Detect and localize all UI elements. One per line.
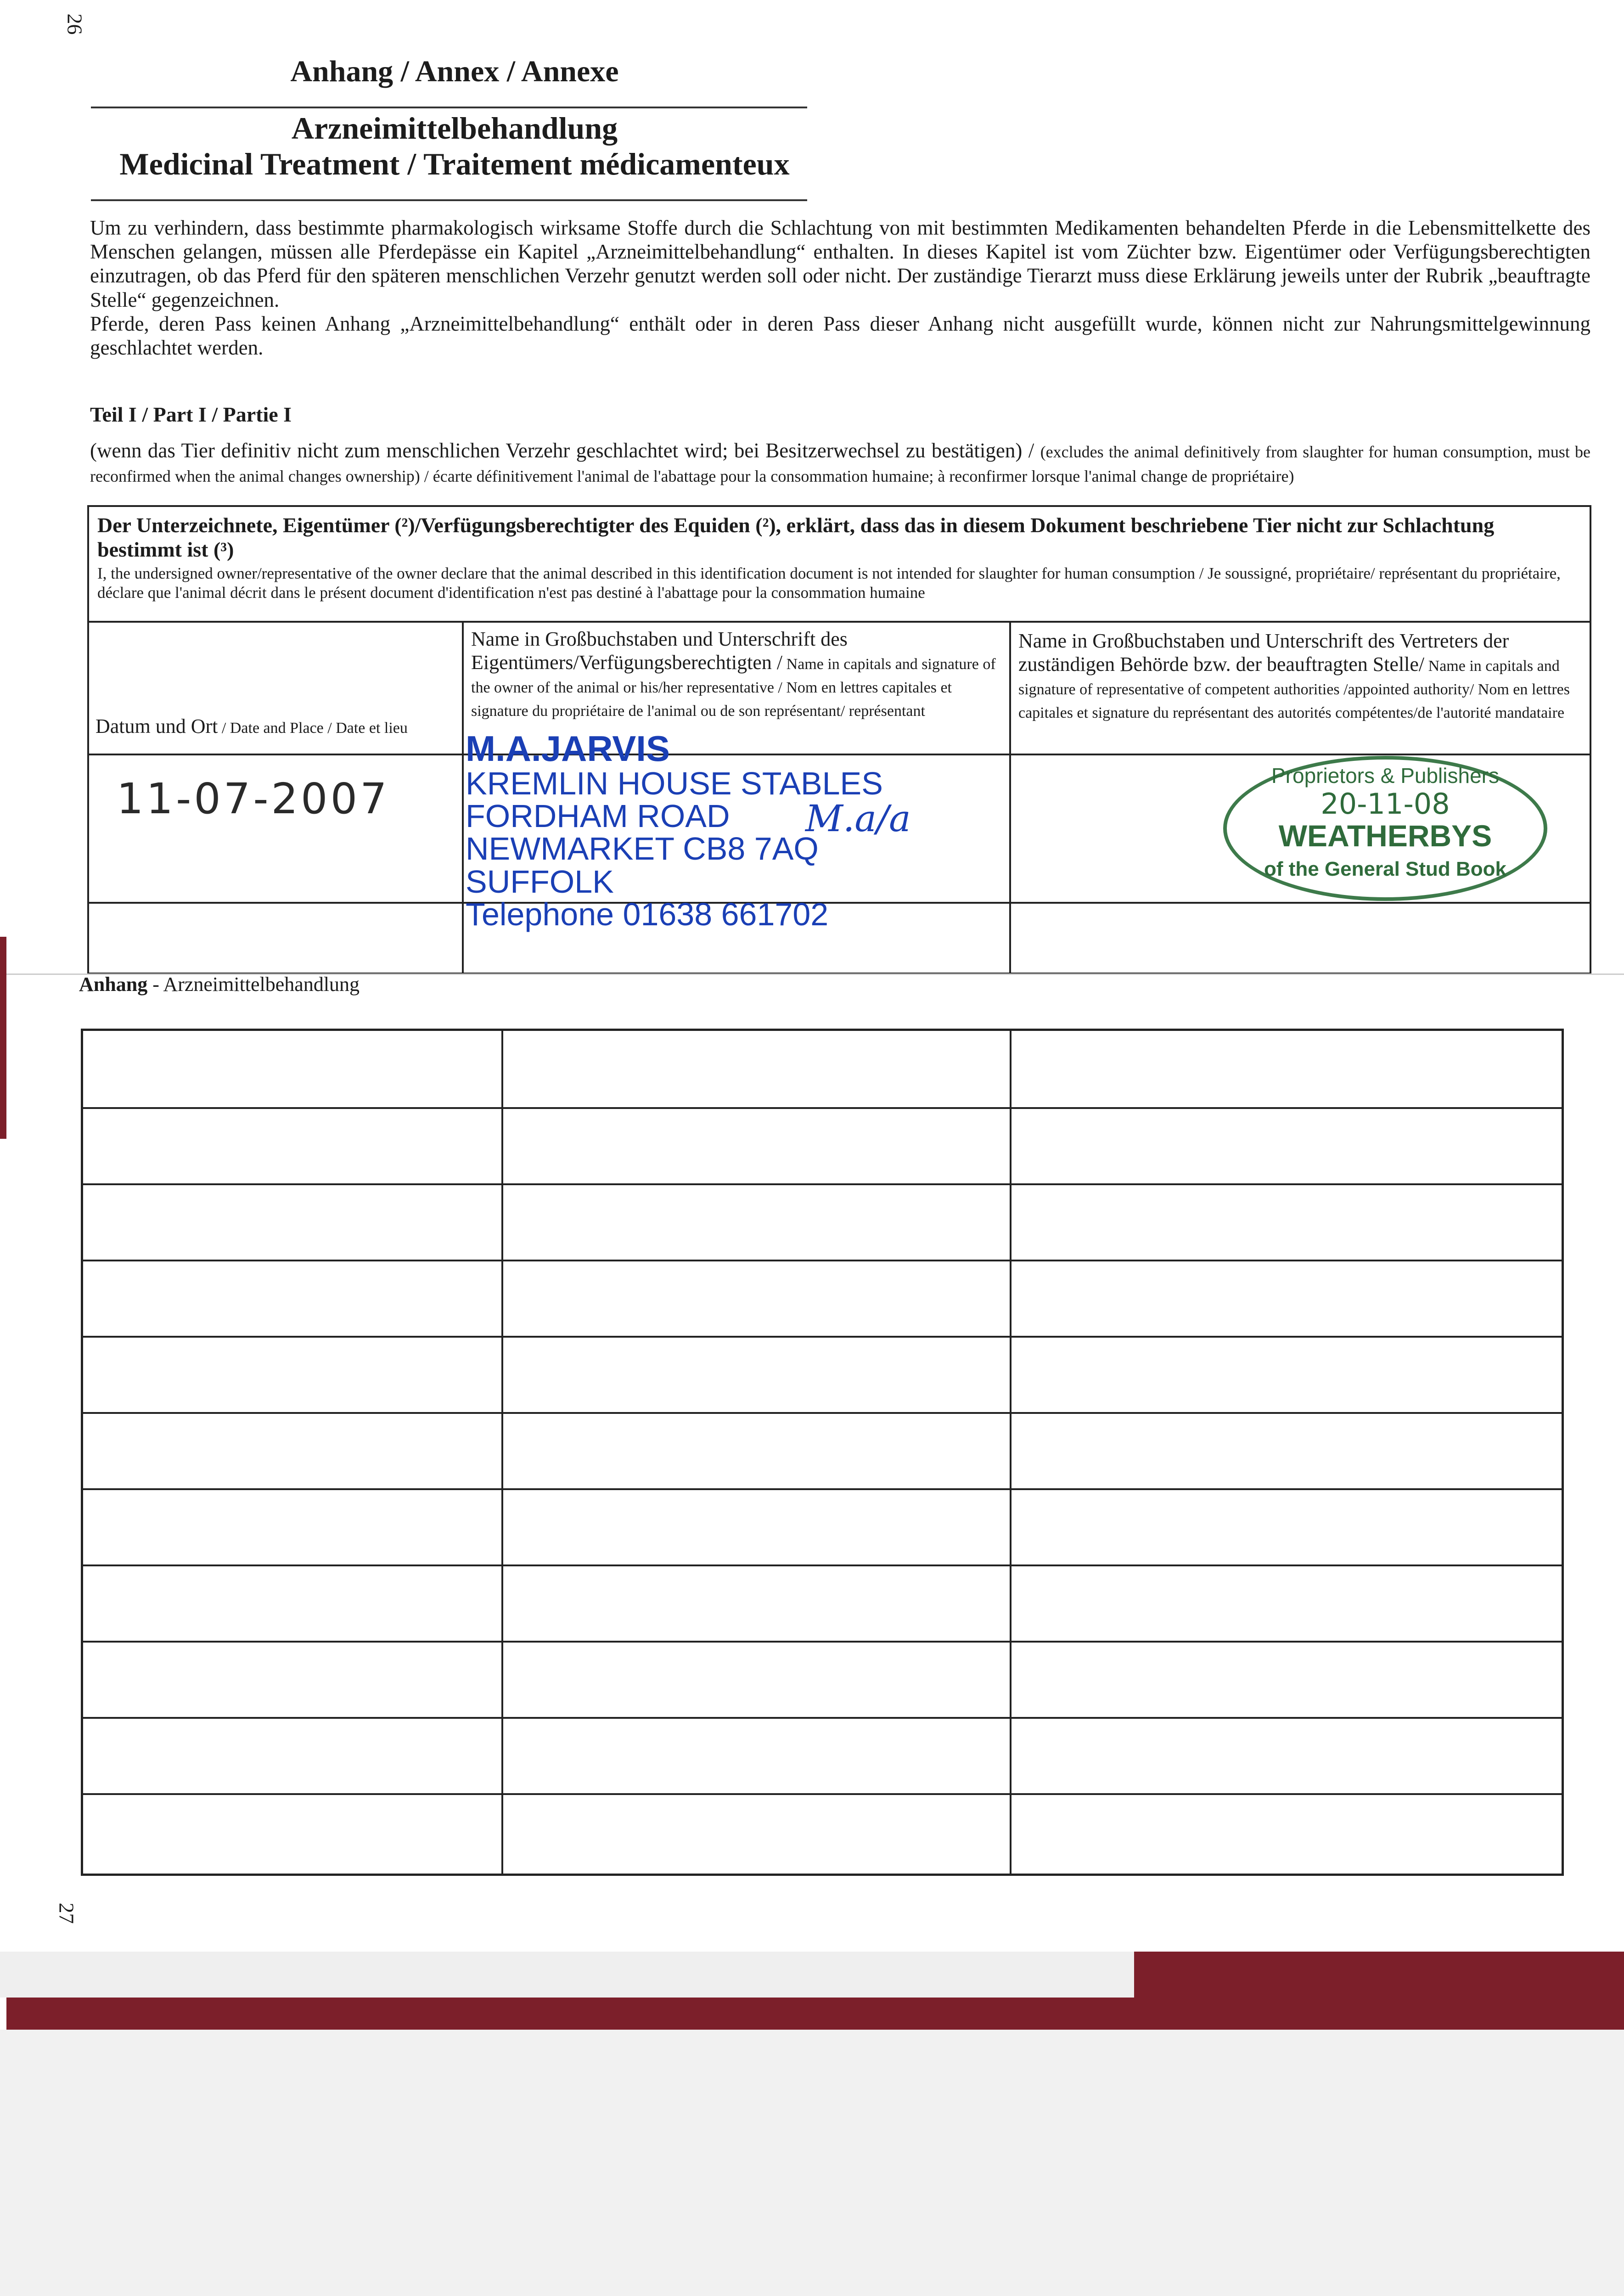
- stamp-line-phone: Telephone 01638 661702: [466, 896, 829, 933]
- table-column-divider: [501, 1031, 503, 1874]
- owner-header-de: Name in Großbuchstaben und Unterschrift des Eigentümers/Verfügungsberechtigten /: [471, 628, 848, 674]
- section-title-de: Arzneimittelbehandlung: [291, 111, 618, 146]
- table-row-rule: [83, 1183, 1562, 1185]
- table-row-rule: [83, 1793, 1562, 1795]
- table-row-rule: [83, 1488, 1562, 1490]
- stamp-top-arc: Proprietors & Publishers: [1271, 764, 1499, 788]
- authority-header-de: Name in Großbuchstaben und Unterschrift des Vertreters der zuständigen Behörde bzw. der beauftragten Stelle/: [1018, 630, 1509, 676]
- treatment-table: [81, 1029, 1564, 1876]
- stamp-date: 20-11-08: [1321, 787, 1450, 821]
- authority-header-en-fr: Name in capitals and signature of representative of competent authorities /appointed authority/ Nom en lettres capitales et signature du représentant des autorités compétentes/de l'autorité mandataire: [1018, 658, 1570, 722]
- column-divider: [1009, 623, 1011, 973]
- part-description-en-fr: (excludes the animal definitively from slaughter for human consumption, must be reconfirmed when the animal changes ownership) / écarte définitivement l'animal de l'abattage pour la consommation humaine; à reconfirmer lorsque l'animal change de propriétaire): [90, 443, 1590, 486]
- column-divider: [462, 623, 464, 973]
- stamp-line-county: SUFFOLK: [466, 863, 614, 900]
- handwritten-date: 11-07-2007: [117, 774, 390, 823]
- stamp-bottom-arc: of the General Stud Book: [1264, 858, 1507, 880]
- page-title: Anhang / Annex / Annexe: [290, 55, 619, 88]
- section-title-en-fr: Medicinal Treatment / Traitement médicamenteux: [119, 146, 790, 182]
- date-place-header-rest: / Date and Place / Date et lieu: [218, 720, 408, 737]
- page-number-top: 26: [63, 13, 87, 35]
- date-place-header-de: Datum und Ort: [96, 715, 218, 737]
- table-row-rule: [83, 1107, 1562, 1109]
- owner-header: [471, 627, 999, 721]
- stamp-line-town: NEWMARKET CB8 7AQ: [466, 831, 819, 867]
- authority-header: [1018, 629, 1583, 723]
- annex-label-bold: Anhang: [79, 973, 148, 996]
- annex-label: [79, 973, 360, 996]
- stamp-center: WEATHERBYS: [1278, 819, 1492, 853]
- declaration-de: Der Unterzeichnete, Eigentümer (²)/Verfügungsberechtigter des Equiden (²), erklärt, dass das in diesem Dokument beschriebene Tier nicht zur Schlachtung bestimmt ist (³): [97, 513, 1495, 561]
- section-title: [87, 110, 822, 182]
- owner-signature: M.a/a: [805, 797, 911, 840]
- intro-paragraph-2: Pferde, deren Pass keinen Anhang „Arzneimittelbehandlung“ enthält oder in deren Pass dieser Anhang nicht ausgefüllt wurde, können nicht zur Nahrungsmittelgewinnung geschlachtet werden.: [90, 312, 1590, 359]
- table-row-rule: [83, 1717, 1562, 1719]
- page-number-bottom: 27: [55, 1902, 79, 1924]
- table-row-rule: [83, 1641, 1562, 1643]
- owner-header-en-fr: Name in capitals and signature of the owner of the animal or his/her representative / Nom en lettres capitales et signature du propriétaire de l'animal ou de son représentant/ représentant: [471, 656, 996, 720]
- part-description-de: (wenn das Tier definitiv nicht zum menschlichen Verzehr geschlachtet wird; bei Besitzerwechsel zu bestätigen) /: [90, 439, 1034, 462]
- stamp-line-stables: KREMLIN HOUSE STABLES: [466, 765, 883, 801]
- date-place-header: [96, 715, 458, 738]
- declaration-en-fr: I, the undersigned owner/representative of the owner declare that the animal described in this identification document is not intended for slaughter for human consumption / Je soussigné, propriétaire/ représentant du propriétaire, déclare que l'animal décrit dans le présent document d'identification n'est pas destiné à l'abattage pour la consommation humaine: [97, 564, 1561, 602]
- table-row-rule: [83, 1412, 1562, 1414]
- annex-label-rest: - Arzneimittelbehandlung: [147, 973, 360, 996]
- authority-stamp: [1223, 756, 1547, 901]
- stamp-line-name: M.A.JARVIS: [466, 728, 670, 769]
- part-description: [90, 439, 1590, 487]
- intro-paragraph-1: Um zu verhindern, dass bestimmte pharmakologisch wirksame Stoffe durch die Schlachtung von mit bestimmten Medikamenten behandelten Pferde in die Lebensmittelkette des Menschen gelangen, müssen alle Pferdepässe ein Kapitel „Arzneimittelbehandlung“ enthalten. In dieses Kapitel ist vom Züchter bzw. Eigentümer oder Verfügungsberechtigten einzutragen, ob das Pferd für den späteren menschlichen Verzehr genutzt werden soll oder nicht. Der zuständige Tierarzt muss diese Erklärung jeweils unter der Rubrik „beauftragte Stelle“ gegenzeichnen.: [90, 216, 1590, 311]
- title-rule: [91, 107, 807, 108]
- stamp-line-road: FORDHAM ROAD: [466, 798, 730, 834]
- table-column-divider: [1010, 1031, 1011, 1874]
- declaration-box: [87, 505, 1591, 621]
- part-heading: Teil I / Part I / Partie I: [90, 403, 292, 426]
- scan-background: [0, 2030, 1624, 2296]
- cover-edge-left: [0, 937, 6, 1139]
- section-title-rule: [91, 199, 807, 201]
- cover-bottom-edge: [6, 1998, 1624, 2030]
- signature-table: [87, 621, 1591, 974]
- table-row-rule: [83, 1336, 1562, 1338]
- owner-stamp: [466, 728, 1003, 933]
- table-row-rule: [83, 1260, 1562, 1261]
- intro-text: [90, 216, 1590, 360]
- cover-corner: [1134, 1952, 1624, 1998]
- table-row-rule: [83, 1564, 1562, 1566]
